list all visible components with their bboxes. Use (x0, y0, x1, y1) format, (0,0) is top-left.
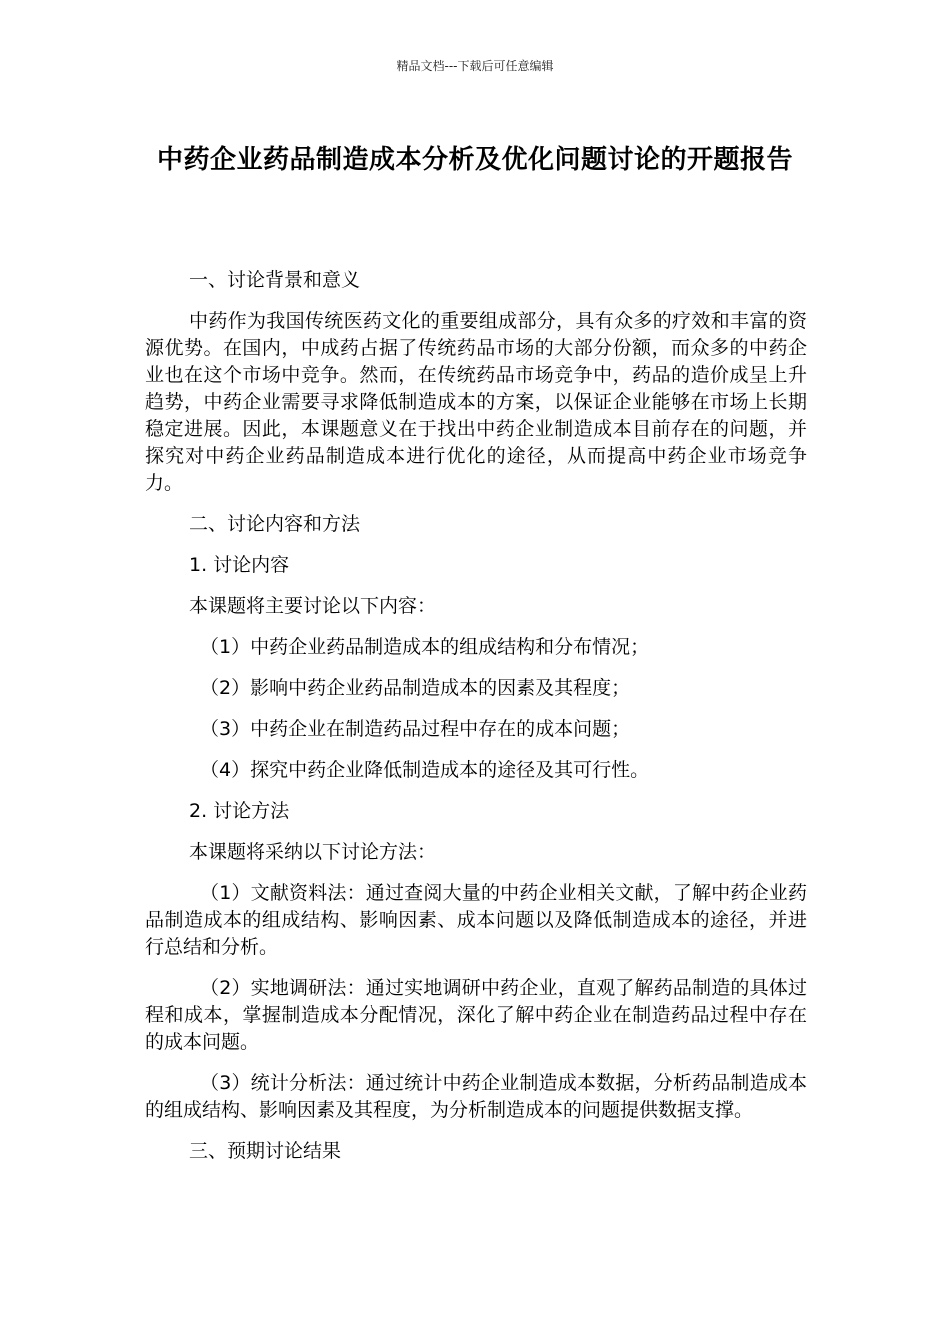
document-body (145, 267, 807, 1179)
content-list-item: （1）中药企业药品制造成本的组成结构和分布情况； (200, 636, 650, 658)
document-title: 中药企业药品制造成本分析及优化问题讨论的开题报告 (156, 145, 793, 175)
content-list-item: （3）中药企业在制造药品过程中存在的成本问题； (200, 718, 631, 740)
content-list-item: （4）探究中药企业降低制造成本的途径及其可行性。 (200, 759, 650, 781)
section-heading-background: 一、讨论背景和意义 (189, 269, 361, 291)
method-paragraph: （1）文献资料法：通过查阅大量的中药企业相关文献，了解中药企业药品制造成本的组成结构、影响因素、成本问题以及降低制造成本的途径，并进行总结和分析。 (145, 882, 807, 958)
section-heading-expected-results: 三、预期讨论结果 (189, 1140, 342, 1162)
section-heading-content-methods: 二、讨论内容和方法 (189, 513, 361, 535)
page-header: 精品文档---下载后可任意编辑 (396, 59, 554, 73)
subheading-content: 1. 讨论内容 (189, 554, 290, 576)
content-intro: 本课题将主要讨论以下内容： (189, 595, 437, 617)
methods-intro: 本课题将采纳以下讨论方法： (189, 841, 437, 863)
method-paragraph: （2）实地调研法：通过实地调研中药企业，直观了解药品制造的具体过程和成本，掌握制造成本分配情况，深化了解中药企业在制造药品过程中存在的成本问题。 (145, 977, 807, 1053)
content-list-item: （2）影响中药企业药品制造成本的因素及其程度； (200, 677, 631, 699)
subheading-methods: 2. 讨论方法 (189, 800, 290, 822)
method-paragraph: （3）统计分析法：通过统计中药企业制造成本数据，分析药品制造成本的组成结构、影响因素及其程度，为分析制造成本的问题提供数据支撑。 (145, 1072, 807, 1121)
paragraph-background: 中药作为我国传统医药文化的重要组成部分，具有众多的疗效和丰富的资源优势。在国内，中成药占据了传统药品市场的大部分份额，而众多的中药企业也在这个市场中竞争。然而，在传统药品市场竞争中，药品的造价成呈上升趋势，中药企业需要寻求降低制造成本的方案，以保证企业能够在市场上长期稳定进展。因此，本课题意义在于找出中药企业制造成本目前存在的问题，并探究对中药企业药品制造成本进行优化的途径，从而提高中药企业市场竞争力。 (145, 310, 807, 494)
